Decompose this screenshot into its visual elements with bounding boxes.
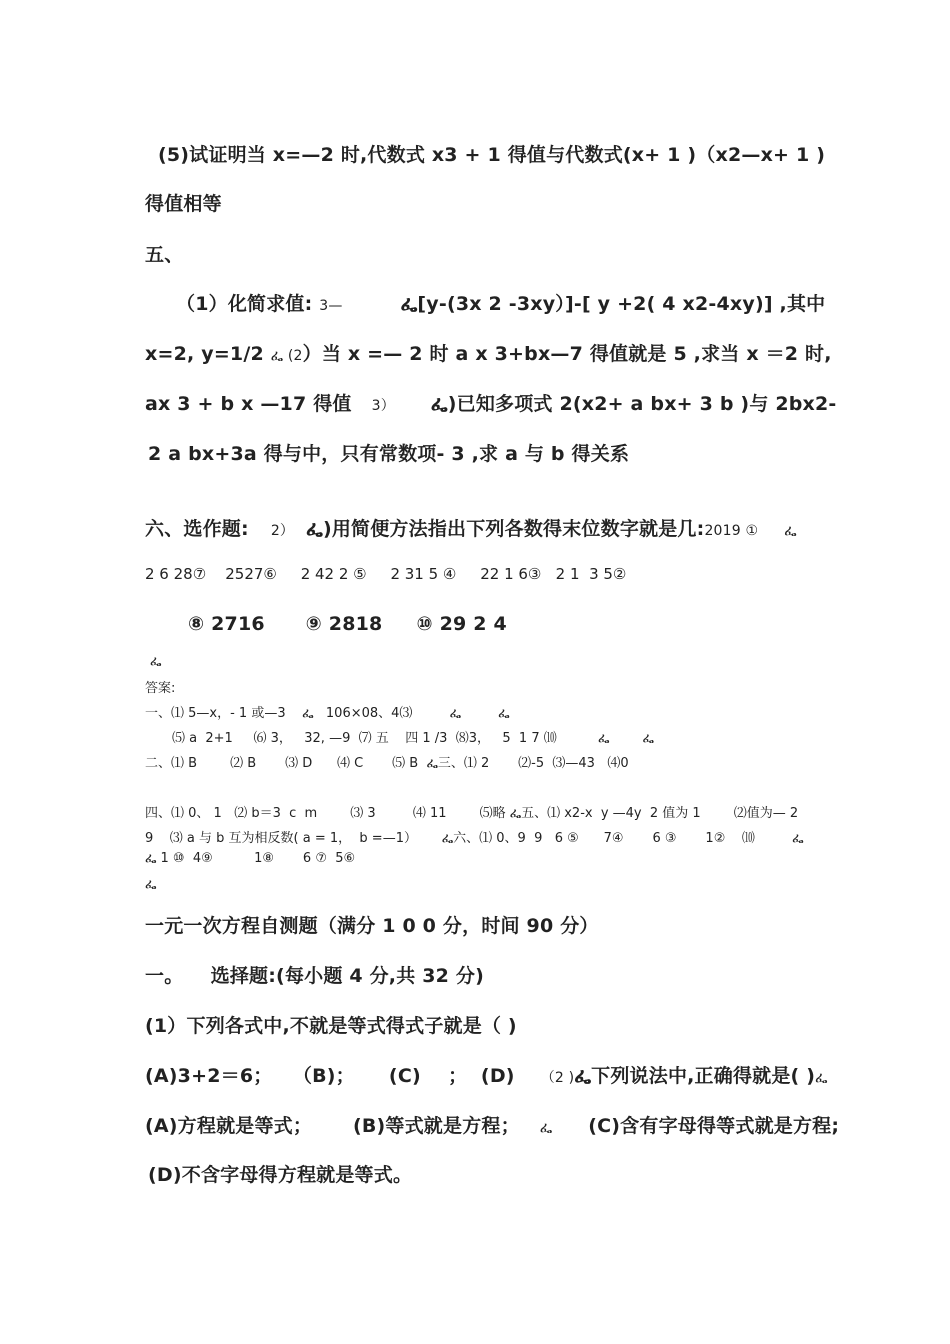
section-heading-five: [145, 240, 183, 267]
line-5-small-a: ፌ (: [270, 348, 294, 364]
line-16-text: 四、⑴ 0、 1 ⑵ b＝3 c m ⑶ 3 ⑷ 11 ⑸略 ፌ五、⑴ x2-x y —4y 2 值为 1 ⑵值为— 2: [145, 806, 799, 821]
line-24-small-a: ፌ: [539, 1120, 553, 1136]
section-heading-six: [145, 514, 797, 541]
line-4-bold-b: ፌ[y-(3x 2 -3xy）]-[ y +2( 4 x2-4xy)] ,其中: [400, 293, 826, 315]
question-2-options: [145, 1111, 839, 1138]
line-10-text: ⑧ 2716 ⑨ 2818 ⑩ 29 2 4: [188, 613, 507, 635]
line-20-text: 一元一次方程自测题（满分 1 0 0 分，时间 90 分）: [145, 915, 599, 937]
answers-heading: [145, 677, 175, 696]
line-5-bold-a: x=2, y=1/2: [145, 343, 264, 365]
line-11-text: ፌ: [150, 654, 162, 669]
text-line-5: [145, 339, 832, 366]
text-line-9: [145, 565, 626, 583]
line-23-small-b: ፌ: [815, 1070, 828, 1086]
line-23-bold-a: (A)3+2＝6； （B)； (C) ； (D): [145, 1065, 515, 1087]
test-title: [145, 911, 599, 938]
line-21-text: 一。 选择题:(每小题 4 分,共 32 分): [145, 965, 484, 987]
line-23-small-a: （2 ): [540, 1070, 575, 1086]
line-8-small-c: ፌ: [784, 523, 797, 539]
question-2-option-d: [148, 1160, 412, 1187]
answers-line-7: [145, 877, 156, 892]
line-8-bold-a: 六、选作题:: [145, 518, 249, 540]
answers-line-4: [145, 802, 798, 821]
line-22-text: (1）下列各式中,不就是等式得式子就是（ ): [145, 1015, 517, 1037]
line-5-bold-b: ）当 x =— 2 时 a x 3+bx—7 得值就是 5 ,求当 x ＝2 时,: [302, 343, 832, 365]
line-24-bold-a: (A)方程就是等式； (B)等式就是方程；: [145, 1115, 520, 1137]
line-18-text: ፌ 1 ⑩ 4⑨ 1⑧ 6 ⑦ 5⑥: [145, 851, 356, 866]
line-7-text: 2 a bx+3a 得与中，只有常数项- 3 ,求 a 与 b 得关系: [148, 443, 630, 465]
line-4-bold-a: （1）化简求值:: [176, 293, 313, 315]
line-13-text: 一、⑴ 5—x，- 1 或—3 ፌ 106×08、4⑶ ፌ ፌ: [145, 706, 510, 721]
line-15-text: 二、⑴ B ⑵ B ⑶ D ⑷ C ⑸ B ፌ三、⑴ 2 ⑵-5 ⑶—43 ⑷0: [145, 756, 629, 771]
line-23-bold-b: ፌ下列说法中,正确得就是( ): [574, 1065, 816, 1087]
line-14-text: ⑸ a 2+1 ⑹ 3， 32, —9 ⑺ 五 四 1 /3 ⑻3， 5 1 7 ⑽ ፌ ፌ: [172, 731, 654, 746]
text-line-11: [150, 654, 161, 669]
question-1: [145, 1011, 517, 1038]
text-line-7: [148, 439, 629, 466]
answers-line-3: [145, 752, 629, 771]
line-12-text: 答案:: [145, 681, 176, 696]
section-heading-choice: [145, 961, 484, 988]
line-6-bold-a: ax 3 + b x —17 得值: [145, 393, 352, 415]
text-line-2: [145, 189, 222, 216]
answers-line-1: [145, 702, 510, 721]
text-line-10: [188, 613, 507, 635]
line-5-small-b: 2: [293, 348, 303, 364]
line-8-bold-b: ፌ)用简便方法指出下列各数得末位数字就是几:: [306, 518, 705, 540]
line-6-bold-b: ፌ)已知多项式 2(x2+ a bx+ 3 b )与 2bx2-: [430, 393, 837, 415]
line-17-text: 9 ⑶ a 与 b 互为相反数( a = 1， b =—1） ፌ六、⑴ 0、9 9 6 ⑤ 7④ 6 ③ 1② ⑽ ፌ: [145, 831, 804, 846]
line-3-text: 五、: [145, 244, 184, 266]
answers-line-6: [145, 851, 355, 866]
line-4-small-a: 3—: [319, 298, 343, 314]
line-6-small-a: 3）: [371, 398, 395, 414]
line-25-text: (D)不含字母得方程就是等式。: [148, 1164, 413, 1186]
answers-line-2: [172, 727, 654, 746]
text-line-6: [145, 389, 837, 416]
line-1-text: (5)试证明当 x=—2 时,代数式 x3 + 1 得值与代数式(x+ 1 )（x2—x+ 1 ): [158, 144, 826, 166]
line-24-bold-b: (C)含有字母得等式就是方程;: [588, 1115, 840, 1137]
line-8-small-a: 2）: [270, 523, 295, 539]
line-2-text: 得值相等: [145, 193, 222, 215]
question-1-options: [145, 1061, 828, 1088]
line-9-text: 2 6 28⑦ 2527⑥ 2 42 2 ⑤ 2 31 5 ④ 22 1 6③ 2 1 3 5②: [145, 565, 627, 583]
line-19-text: ፌ: [145, 877, 157, 892]
answers-line-5: [145, 827, 803, 846]
line-8-small-b: 2019 ①: [704, 523, 759, 539]
text-line-4: [176, 289, 825, 316]
text-line-1: [158, 140, 825, 167]
